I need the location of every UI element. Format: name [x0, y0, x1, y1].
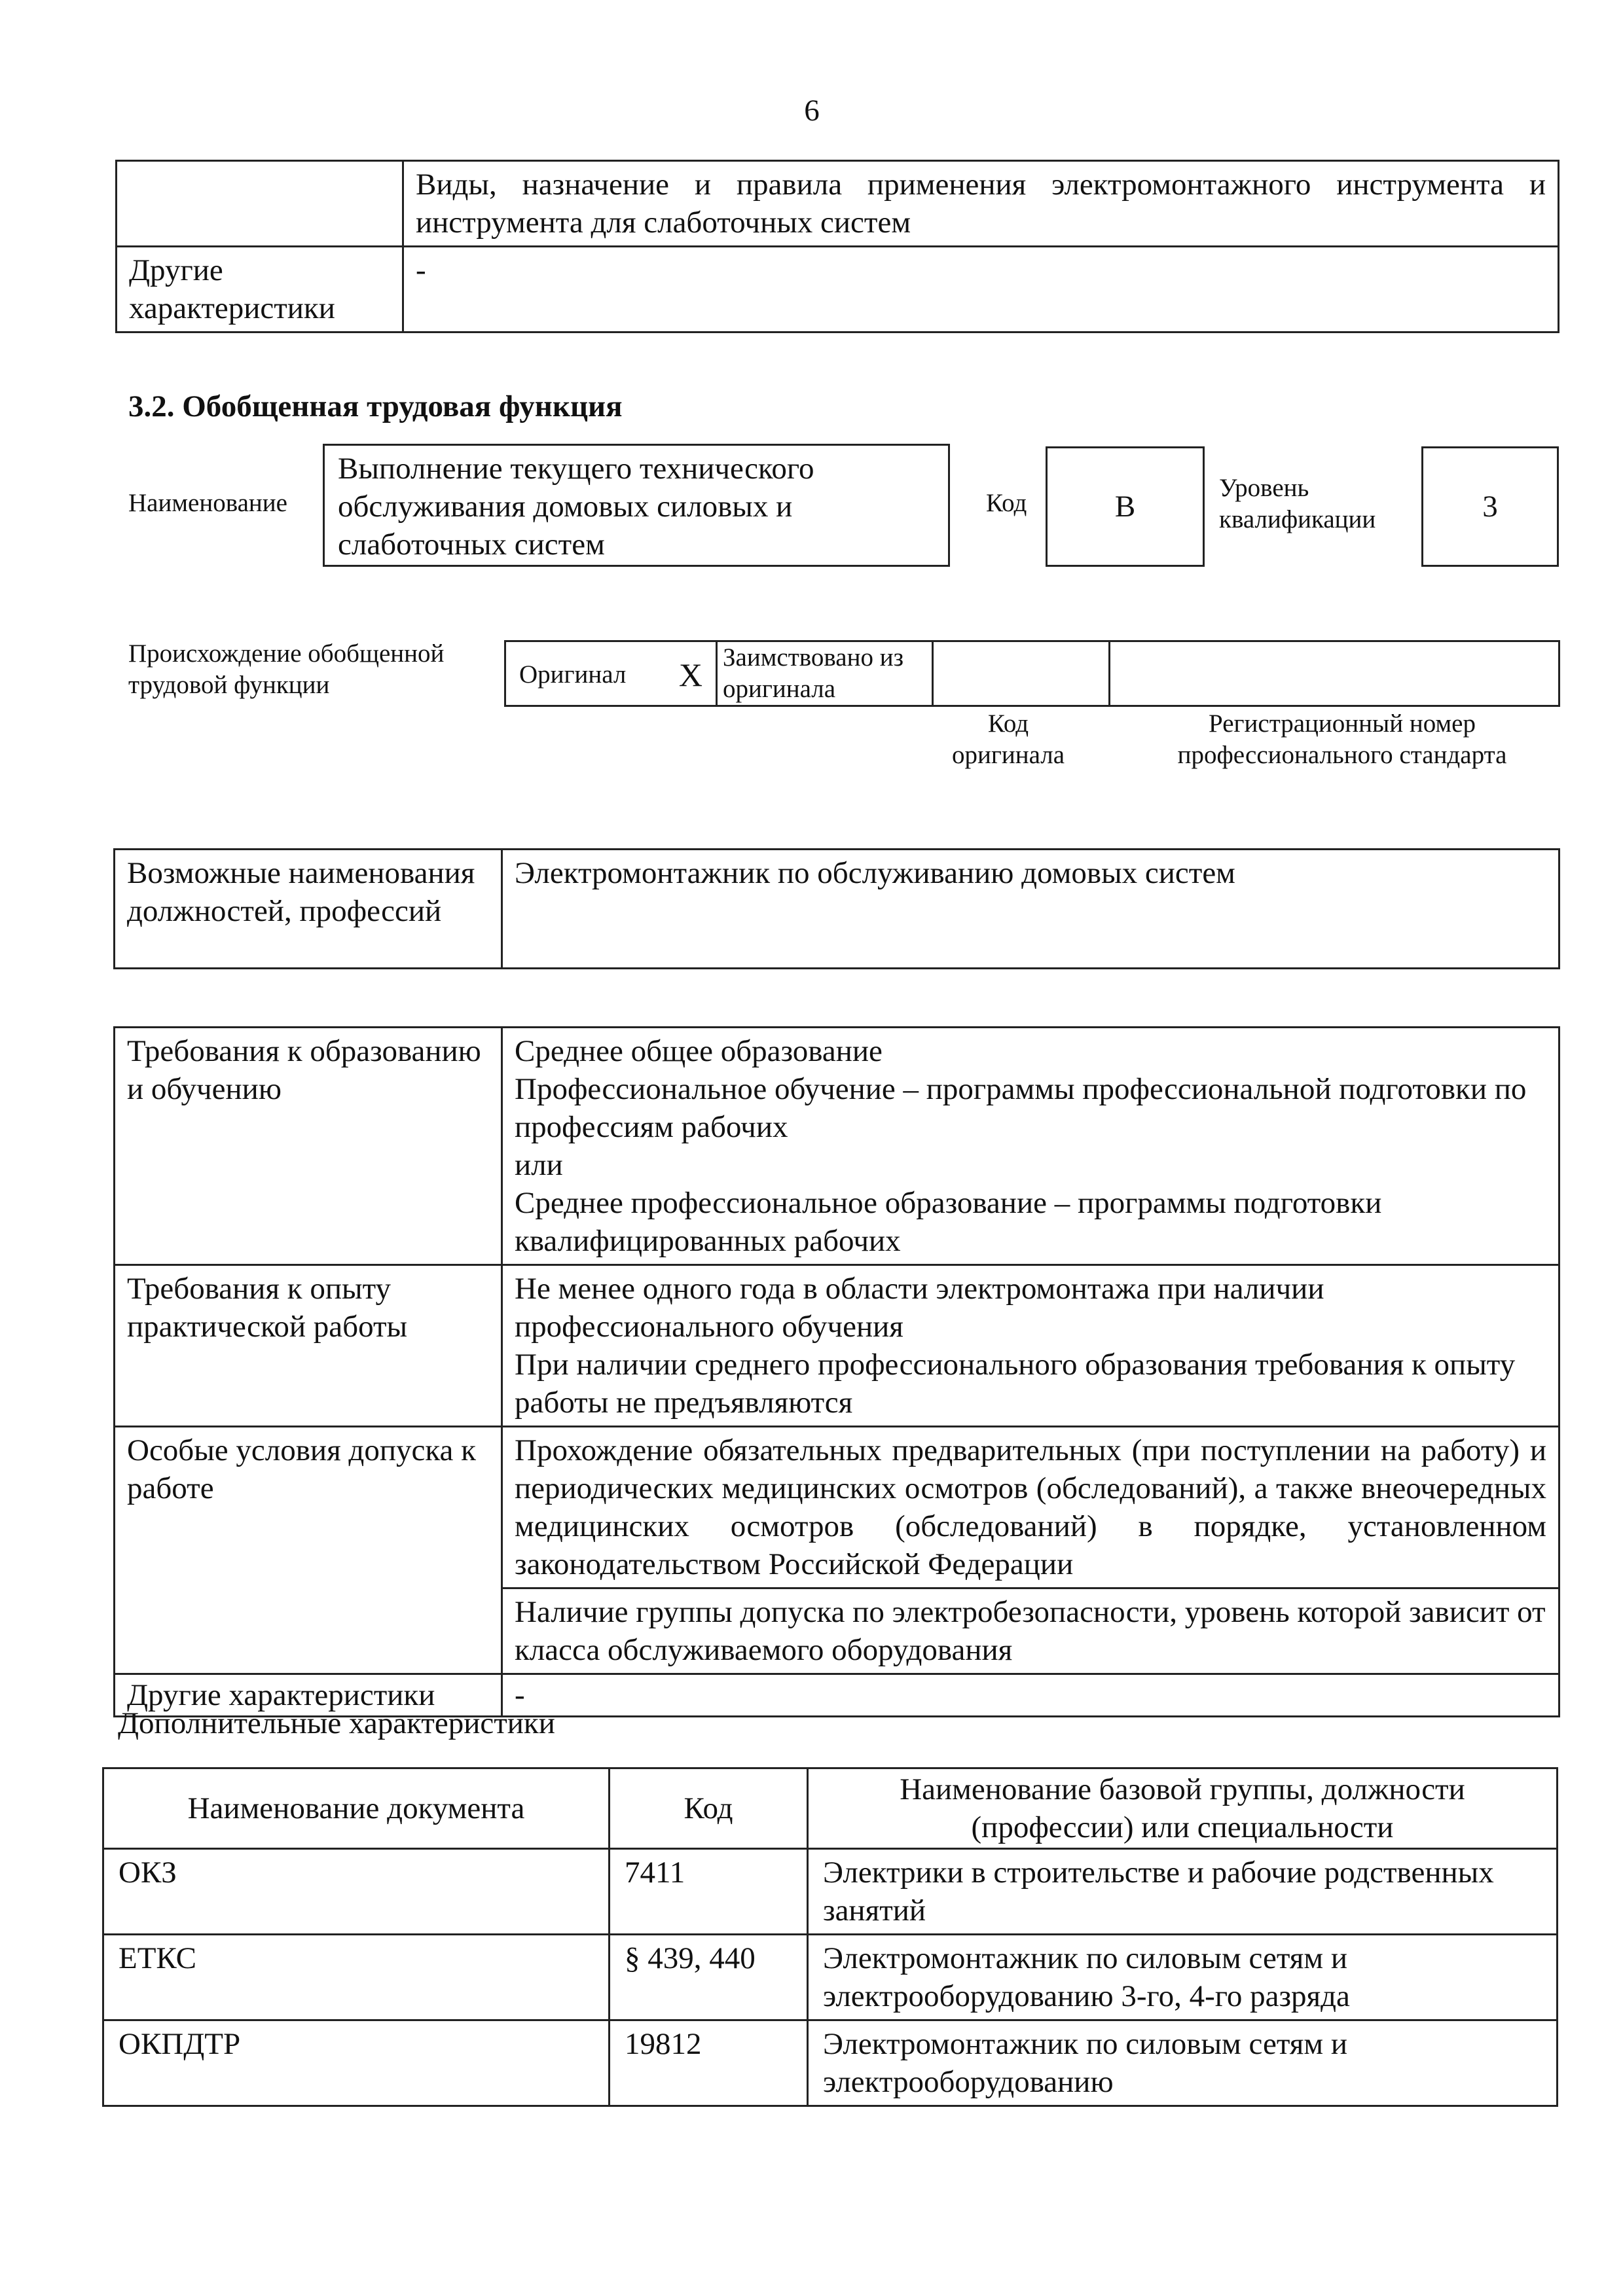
section-title: 3.2. Обобщенная трудовая функция — [128, 389, 623, 423]
top-table — [115, 160, 1559, 333]
gtf-level-label: Уровень квалификации — [1219, 474, 1376, 533]
additional-header-code: Код — [610, 1768, 808, 1849]
additional-cell-code: 7411 — [610, 1849, 808, 1935]
gtf-code-box — [1046, 446, 1205, 567]
origin-original-cell — [505, 641, 717, 706]
top-table-row1-text: Виды, назначение и правила применения электромонтажного инструмента и инструмента для слаботочных систем — [403, 161, 1559, 247]
req-education-line: Профессиональное обучение – программы профессиональной подготовки по профессиям рабочих — [515, 1072, 1527, 1144]
req-experience-line: Не менее одного года в области электромонтажа при наличии профессионального обучения — [515, 1272, 1324, 1344]
req-education-line: Среднее общее образование — [515, 1034, 883, 1068]
req-experience-line: При наличии среднего профессионального образования требования к опыту работы не предъявляются — [515, 1348, 1516, 1420]
req-experience-value — [502, 1265, 1559, 1427]
origin-regnum-cell — [1110, 641, 1559, 706]
positions-label: Возможные наименования должностей, профессий — [115, 850, 502, 969]
req-other-label: Другие характеристики — [115, 1674, 502, 1717]
origin-label: Происхождение обобщенной трудовой функции — [128, 639, 445, 699]
origin-borrowed-cell — [717, 641, 933, 706]
additional-cell-code: § 439, 440 — [610, 1935, 808, 2020]
additional-header-name: Наименование базовой группы, должности (профессии) или специальности — [808, 1768, 1558, 1849]
origin-regnum-caption: Регистрационный номер профессионального стандарта — [1177, 709, 1507, 769]
origin-original-label: Оригинал — [519, 660, 627, 689]
positions-table — [113, 848, 1560, 969]
origin-code-caption: Код оригинала — [951, 709, 1065, 769]
table-row — [103, 2020, 1558, 2106]
additional-header-doc: Наименование документа — [103, 1768, 610, 1849]
gtf-name-box — [323, 444, 950, 567]
additional-table — [102, 1767, 1558, 2107]
req-special-value: Прохождение обязательных предварительных (при поступлении на работу) и периодических медицинских осмотров (обследований), а также внеочередных медицинских осмотров (обследований) в порядке, установленном законодательством Российской Федерации — [502, 1427, 1559, 1588]
top-table-row2-label: Другие характеристики — [117, 247, 403, 332]
gtf-code-label: Код — [986, 489, 1027, 517]
additional-cell-code: 19812 — [610, 2020, 808, 2106]
table-row — [103, 1935, 1558, 2020]
gtf-name-value: Выполнение текущего технического обслуживания домовых силовых и слаботочных систем — [338, 452, 814, 562]
additional-cell-doc: ЕТКС — [103, 1935, 610, 2020]
positions-value: Электромонтажник по обслуживанию домовых систем — [502, 850, 1559, 969]
origin-original-mark: X — [678, 656, 702, 693]
origin-code-cell — [933, 641, 1110, 706]
additional-cell-name: Электромонтажник по силовым сетям и электрооборудованию — [808, 2020, 1558, 2106]
gtf-level-value: 3 — [1482, 490, 1498, 524]
req-special-label: Особые условия допуска к работе — [115, 1427, 502, 1674]
origin-table — [504, 640, 1560, 707]
req-experience-label: Требования к опыту практической работы — [115, 1265, 502, 1427]
origin-borrowed-label: Заимствовано из оригинала — [723, 643, 904, 703]
requirements-table — [113, 1026, 1560, 1717]
req-special-extra: Наличие группы допуска по электробезопасности, уровень которой зависит от класса обслуживаемого оборудования — [502, 1588, 1559, 1674]
additional-title: Дополнительные характеристики — [118, 1706, 555, 1740]
page-number: 6 — [804, 94, 820, 128]
top-table-empty-cell — [117, 161, 403, 247]
gtf-name-label: Наименование — [128, 489, 287, 517]
req-other-value: - — [502, 1674, 1559, 1717]
req-education-line: Среднее профессиональное образование – программы подготовки квалифицированных рабочих — [515, 1186, 1382, 1258]
req-education-label: Требования к образованию и обучению — [115, 1028, 502, 1265]
gtf-code-value: В — [1114, 490, 1136, 524]
gtf-level-box — [1421, 446, 1559, 567]
req-education-value — [502, 1028, 1559, 1265]
top-table-row2-value: - — [403, 247, 1559, 332]
req-education-line: или — [515, 1148, 563, 1182]
additional-cell-doc: ОКПДТР — [103, 2020, 610, 2106]
additional-cell-name: Электрики в строительстве и рабочие родственных занятий — [808, 1849, 1558, 1935]
table-row — [103, 1849, 1558, 1935]
additional-cell-name: Электромонтажник по силовым сетям и электрооборудованию 3-го, 4-го разряда — [808, 1935, 1558, 2020]
additional-cell-doc: ОКЗ — [103, 1849, 610, 1935]
